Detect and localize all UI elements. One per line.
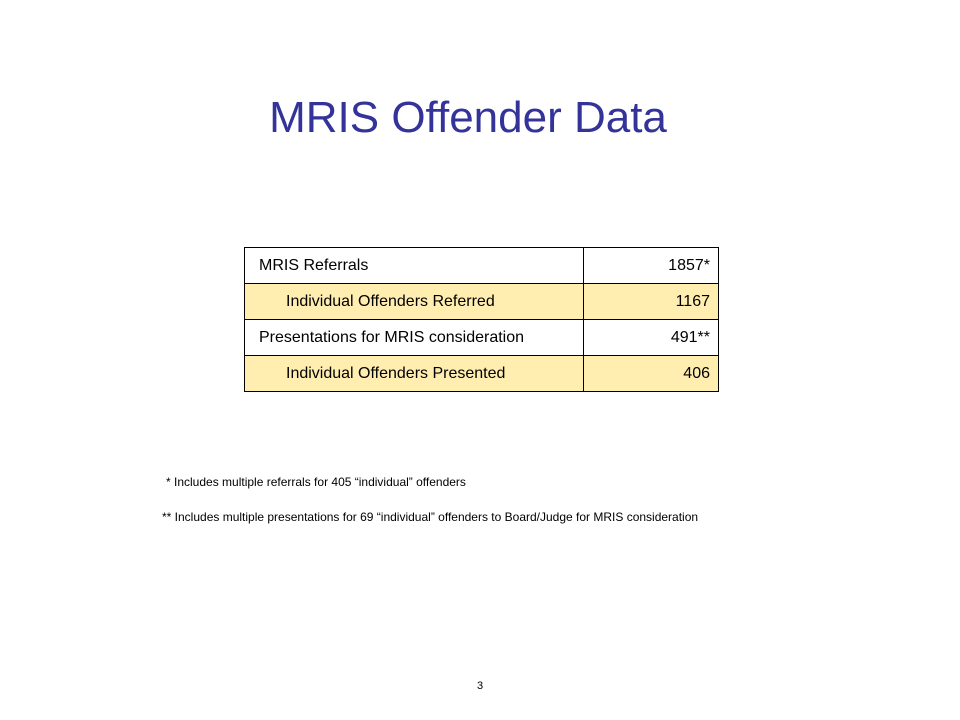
row-label: Presentations for MRIS consideration (245, 320, 584, 356)
offender-data-table (244, 247, 719, 392)
row-label: MRIS Referrals (245, 248, 584, 284)
row-label: Individual Offenders Presented (245, 356, 584, 392)
slide-title: MRIS Offender Data (269, 93, 667, 142)
row-value: 406 (584, 356, 719, 392)
table-row (245, 248, 719, 284)
footnote-presentations: ** Includes multiple presentations for 69 “individual” offenders to Board/Judge for MRIS consideration (162, 510, 699, 524)
table-row (245, 320, 719, 356)
page-number: 3 (476, 680, 484, 692)
row-value: 1167 (584, 284, 719, 320)
row-value: 1857* (584, 248, 719, 284)
footnote-referrals: * Includes multiple referrals for 405 “individual” offenders (166, 475, 466, 489)
row-label: Individual Offenders Referred (245, 284, 584, 320)
row-value: 491** (584, 320, 719, 356)
table-row (245, 284, 719, 320)
table-row (245, 356, 719, 392)
